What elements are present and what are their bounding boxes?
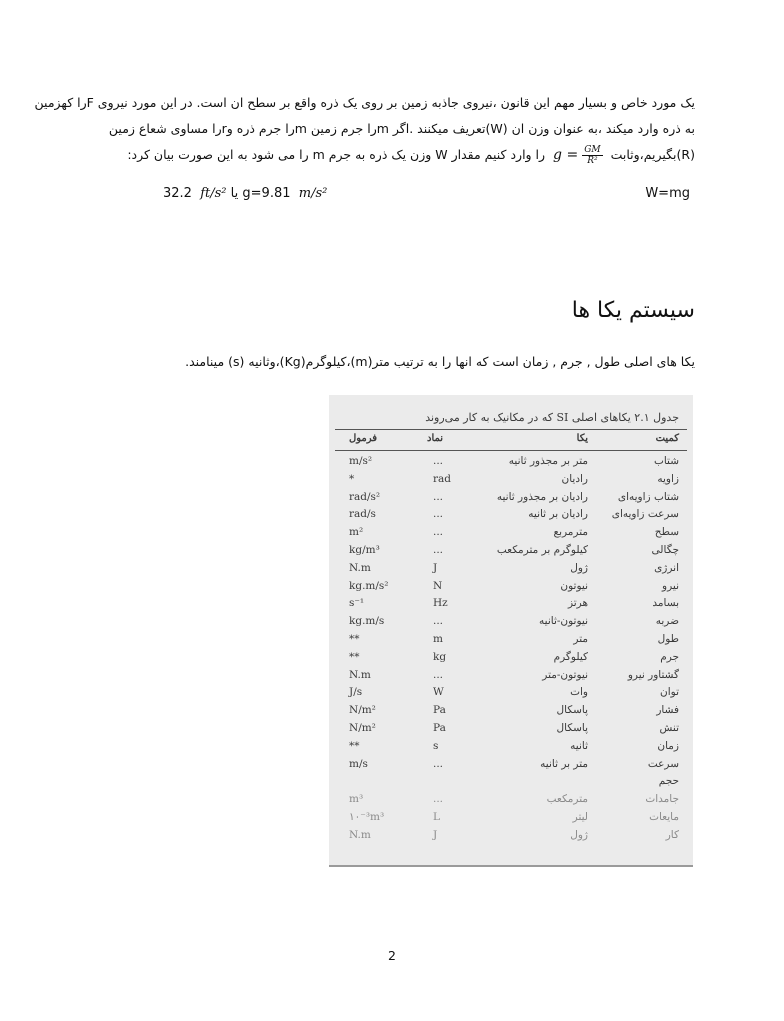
cell-quantity: سطح [654,526,679,539]
cell-unit: کیلوگرم [553,650,588,663]
cell-formula: s⁻¹ [349,597,365,610]
table-row [329,775,693,793]
cell-quantity: سرعت [647,757,679,770]
cell-unit: لیتر [572,810,588,823]
cell-unit: رادیان بر مجذور ثانیه [496,490,588,503]
cell-quantity: انرژی [654,561,679,574]
cell-formula: kg.m/s [349,615,385,628]
cell-quantity: سرعت زاویه‌ای [611,508,679,521]
cell-unit: ژول [570,828,588,841]
cell-symbol: ... [433,543,444,556]
units-intro: یکا های اصلی طول , جرم , زمان است که انها را به ترتیب متر(m)،کیلوگرم(Kg)،وثانیه (s) مینامند. [185,354,695,369]
paragraph-line-2: به ذره وارد میکند ،به عنوان وزن ان (W)تعریف میکنند .اگر mرا جرم زمین mرا جرم ذره وrرا مساوی شعاع زمین [108,121,695,136]
gravity-formula [553,142,603,168]
cell-symbol: L [433,810,440,823]
cell-symbol: ... [433,615,444,628]
gravity-fraction-numerator: GM [584,145,601,155]
table-row [329,722,693,740]
table-row [329,686,693,704]
paragraph-line-3-start: (R)بگیریم،وثابت [610,147,695,162]
header-quantity: کمیت [655,433,679,444]
cell-formula: kg.m/s² [349,579,389,592]
gravity-value-si: g=9.81 [242,186,291,201]
cell-formula: ** [349,650,360,663]
cell-symbol: ... [433,757,444,770]
cell-unit: رادیان بر ثانیه [528,508,588,521]
gravity-unit-si: m/s² [298,186,328,201]
cell-symbol: W [433,686,444,699]
cell-symbol: s [433,739,439,752]
cell-unit: مترمربع [553,526,588,539]
cell-unit: پاسکال [556,704,588,717]
table-top-rule [335,429,687,430]
cell-unit: مترمکعب [546,793,588,806]
cell-quantity: توان [660,686,679,699]
cell-quantity: حجم [658,775,679,788]
cell-unit: رادیان [561,472,588,485]
cell-formula: m³ [349,793,364,806]
cell-formula: rad/s² [349,490,381,503]
cell-formula: ** [349,632,360,645]
table-row [329,544,693,562]
cell-formula: N.m [349,668,371,681]
cell-formula: ** [349,739,360,752]
gravity-value-imperial: 32.2 [163,186,192,201]
cell-unit: ثانیه [570,739,588,752]
cell-symbol: Pa [433,704,446,717]
cell-unit: متر بر مجذور ثانیه [508,455,588,467]
cell-quantity: گشتاور نیرو [627,668,679,681]
cell-quantity: زمان [657,739,679,752]
table-row [329,526,693,544]
weight-equation-line [90,186,695,210]
cell-quantity: طول [657,632,679,645]
cell-formula: N.m [349,561,371,574]
page-number: 2 [388,948,396,963]
table-row [329,473,693,491]
cell-quantity: بسامد [652,597,679,610]
cell-formula: J/s [349,686,363,699]
gravity-fraction-denominator: R² [587,156,598,166]
cell-unit: نیوتون-متر [542,668,588,681]
table-caption: جدول ۲.۱ یکاهای اصلی SI که در مکانیک به کار می‌روند [425,411,679,424]
cell-symbol: ... [433,508,444,521]
cell-symbol: J [433,561,438,574]
header-unit: یکا [576,433,588,444]
cell-formula: m/s [349,757,368,770]
cell-unit: ژول [570,561,588,574]
cell-quantity: چگالی [651,543,679,556]
table-row [329,669,693,687]
paragraph-line-3-end: را وارد کنیم مقدار W وزن یک ذره به جرم m را می شود به این صورت بیان کرد: [127,147,546,162]
cell-symbol: N [433,579,443,592]
table-row [329,704,693,722]
cell-quantity: جرم [660,650,679,663]
cell-unit: وات [570,686,588,699]
si-units-table-image [329,395,693,867]
cell-quantity: شتاب زاویه‌ای [617,490,679,503]
gravity-fraction [582,145,602,166]
gravity-formula-lhs: g = [553,147,579,163]
cell-quantity: نیرو [662,579,679,592]
cell-quantity: تنش [659,721,679,734]
table-row [329,740,693,758]
gravity-values [163,186,327,201]
table-row [329,651,693,669]
gravity-unit-imperial: ft/s² [200,186,227,201]
cell-symbol: J [433,828,438,841]
table-header-rule [335,450,687,451]
cell-unit: نیوتون [560,579,588,592]
cell-symbol: ... [433,490,444,503]
cell-symbol: Pa [433,721,446,734]
cell-formula: rad/s [349,508,376,521]
table-row [329,811,693,829]
cell-quantity: مایعات [649,810,679,823]
cell-formula: N.m [349,828,371,841]
cell-quantity: کار [665,828,679,841]
cell-unit: پاسکال [556,721,588,734]
cell-quantity: شتاب [653,455,679,467]
cell-unit: متر بر ثانیه [540,757,588,770]
cell-symbol: ... [433,526,444,539]
paragraph-line-3 [90,142,695,168]
cell-formula: kg/m³ [349,543,380,556]
gravity-separator: یا [230,186,239,201]
table-row [329,580,693,598]
cell-unit: نیوتون-ثانیه [539,615,588,628]
cell-formula: m² [349,526,364,539]
header-symbol: نماد [427,433,444,444]
table-row [329,491,693,509]
cell-unit: متر [573,632,588,645]
cell-symbol: rad [433,472,452,485]
cell-quantity: زاویه [657,472,679,485]
cell-unit: کیلوگرم بر مترمکعب [496,543,588,556]
table-row [329,597,693,615]
cell-quantity: فشار [656,704,679,717]
cell-symbol: ... [433,793,444,806]
table-row [329,455,693,473]
table-row [329,793,693,811]
cell-symbol: Hz [433,597,448,610]
table-row [329,633,693,651]
cell-quantity: جامدات [645,793,679,806]
table-body [329,455,693,847]
cell-formula: ۱۰⁻³m³ [349,810,385,823]
table-row [329,615,693,633]
cell-formula: m/s² [349,455,373,467]
paragraph-line-1: یک مورد خاص و بسیار مهم این قانون ،نیروی جاذبه زمین بر روی یک ذره واقع بر سطح ان است. در این مورد نیروی Fرا کهزمین [34,95,695,110]
cell-formula: N/m² [349,704,376,717]
cell-symbol: ... [433,668,444,681]
weight-equation: W=mg [645,186,690,201]
cell-symbol: kg [433,650,447,663]
table-row [329,758,693,776]
section-heading: سیستم یکا ها [571,298,695,323]
cell-formula: N/m² [349,721,376,734]
cell-quantity: ضربه [655,615,679,628]
cell-symbol: ... [433,455,444,467]
table-row [329,508,693,526]
intro-paragraph [34,90,695,168]
table-row [329,829,693,847]
cell-symbol: m [433,632,443,645]
table-row [329,562,693,580]
cell-unit: هرتز [567,597,588,610]
cell-formula: * [349,472,355,485]
header-formula: فرمول [349,433,378,444]
